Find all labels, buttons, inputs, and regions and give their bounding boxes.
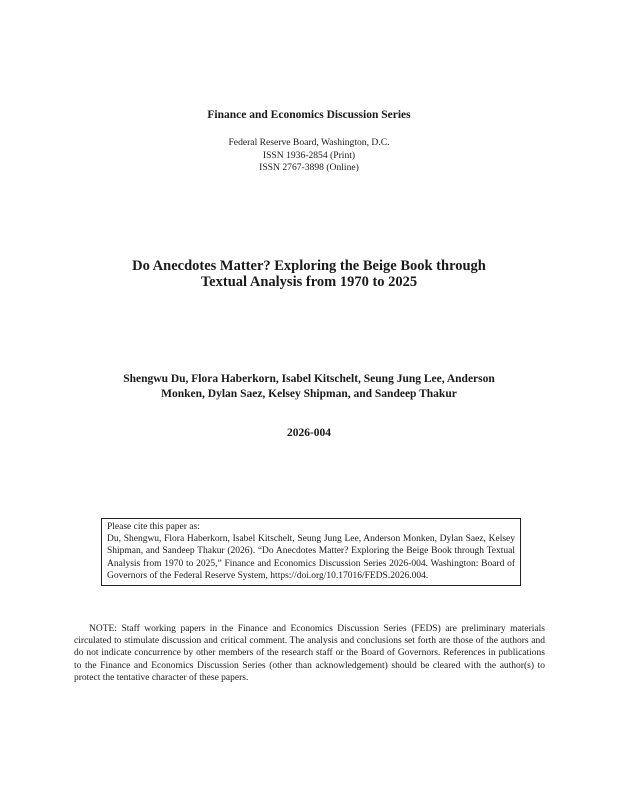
publisher-location: Federal Reserve Board, Washington, D.C. [228, 137, 390, 148]
citation-box [101, 518, 521, 586]
series-title: Finance and Economics Discussion Series [207, 109, 411, 121]
citation-text: Du, Shengwu, Flora Haberkorn, Isabel Kitschelt, Seung Jung Lee, Anderson Monken, Dylan Saez, Kelsey Shipman, and Sandeep Thakur (2026). “Do Anecdotes Matter? Exploring the Beige Book through Textual Analysis from 1970 to 2025,” Finance and Economics Discussion Series 2026-004. Washington: Board of Governors of the Federal Reserve System, https://doi.org/10.17016/FEDS.2026.004. [107, 534, 515, 581]
disclaimer-note: NOTE: Staff working papers in the Finance and Economics Discussion Series (FEDS) are preliminary materials circulated to stimulate discussion and critical comment. The analysis and conclusions set forth are those of the authors and do not indicate concurrence by other members of the research staff or the Board of Governors. References in publications to the Finance and Economics Discussion Series (other than acknowledgement) should be cleared with the author(s) to protect the tentative character of these papers. [74, 624, 545, 683]
author-list [0, 372, 618, 402]
issn-print: ISSN 1936-2854 (Print) [262, 149, 356, 161]
paper-number: 2026-004 [286, 427, 332, 439]
author-list-line-2: Monken, Dylan Saez, Kelsey Shipman, and Sandeep Thakur [161, 388, 457, 400]
paper-title-line-1: Do Anecdotes Matter? Exploring the Beige Book through [132, 258, 486, 274]
publisher-block [0, 137, 618, 175]
citation-intro: Please cite this paper as: [107, 522, 200, 532]
paper-title-line-2: Textual Analysis from 1970 to 2025 [200, 274, 418, 290]
issn-online: ISSN 2767-3898 (Online) [259, 162, 359, 173]
author-list-line-1: Shengwu Du, Flora Haberkorn, Isabel Kitschelt, Seung Jung Lee, Anderson [123, 373, 495, 385]
paper-title [0, 258, 618, 290]
